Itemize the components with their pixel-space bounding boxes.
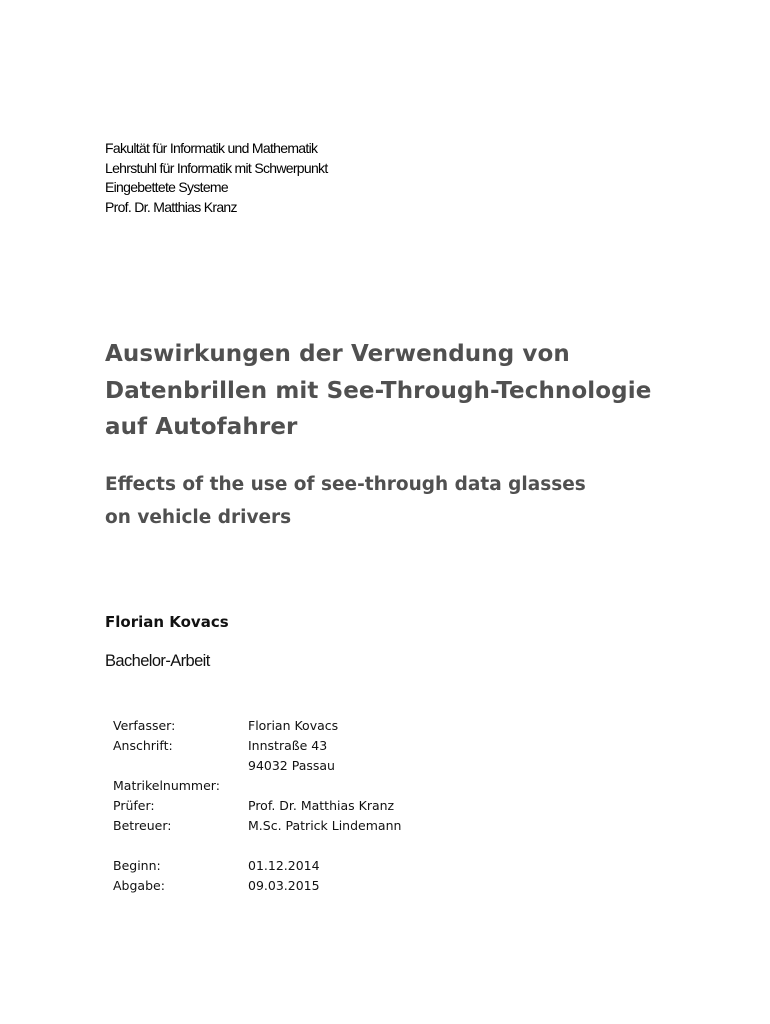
- chair-focus: Eingebettete Systeme: [105, 179, 228, 195]
- beginn-label: Beginn:: [113, 858, 161, 873]
- pruefer-label: Prüfer:: [113, 798, 155, 813]
- professor-name: Prof. Dr. Matthias Kranz: [105, 198, 237, 215]
- german-title-line-1: Auswirkungen der Verwendung von: [105, 341, 570, 367]
- thesis-type: Bachelor-Arbeit: [105, 652, 210, 670]
- verfasser-label: Verfasser:: [113, 718, 176, 733]
- english-title-line-2: on vehicle drivers: [105, 506, 292, 528]
- chair-name: Lehrstuhl für Informatik mit Schwerpunkt: [105, 159, 328, 176]
- betreuer-value: M.Sc. Patrick Lindemann: [248, 818, 402, 833]
- faculty-name: Fakultät für Informatik und Mathematik: [105, 140, 318, 156]
- institution-block: [105, 139, 328, 217]
- english-title-line-1: Effects of the use of see-through data glasses: [105, 474, 586, 495]
- english-title: [105, 469, 705, 534]
- anschrift-street: Innstraße 43: [248, 738, 328, 753]
- verfasser-value: Florian Kovacs: [248, 718, 339, 733]
- german-title-line-2: Datenbrillen mit See-Through-Technologie: [105, 377, 652, 404]
- german-title-line-3: auf Autofahrer: [105, 414, 298, 440]
- anschrift-city: 94032 Passau: [248, 758, 335, 773]
- abgabe-label: Abgabe:: [113, 878, 165, 893]
- anschrift-label: Anschrift:: [113, 738, 173, 753]
- matrikel-label: Matrikelnummer:: [113, 778, 220, 793]
- betreuer-label: Betreuer:: [113, 818, 172, 833]
- author-name: Florian Kovacs: [105, 613, 229, 631]
- beginn-value: 01.12.2014: [248, 858, 320, 873]
- pruefer-value: Prof. Dr. Matthias Kranz: [248, 798, 395, 813]
- german-title: [105, 336, 705, 446]
- abgabe-value: 09.03.2015: [248, 878, 320, 893]
